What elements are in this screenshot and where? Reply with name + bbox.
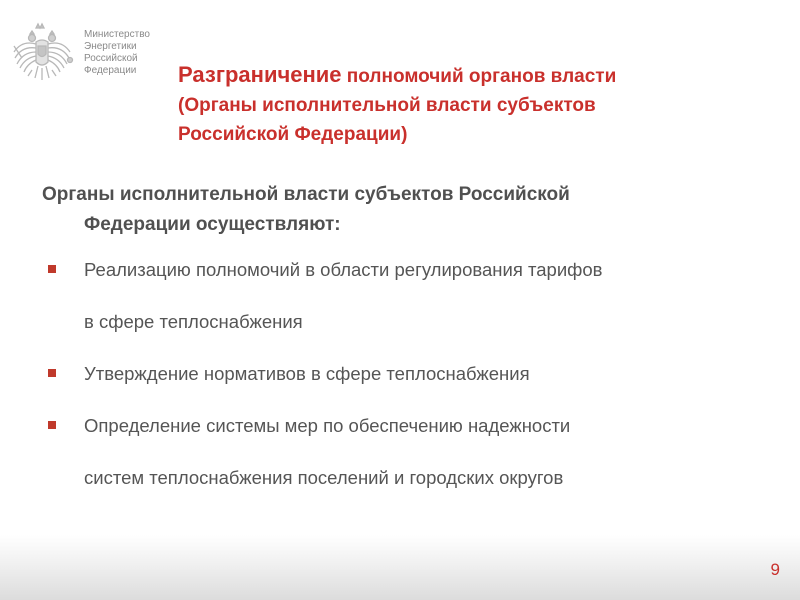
title-keyword: Разграничение xyxy=(178,62,342,87)
page-number: 9 xyxy=(770,560,780,579)
bullet-list xyxy=(42,244,782,504)
bullet-text-line: Определение системы мер по обеспечению надежности xyxy=(84,415,571,436)
bullet-text-line: Реализацию полномочий в области регулирования тарифов xyxy=(84,259,603,280)
intro-line-1: Органы исполнительной власти субъектов Российской xyxy=(42,184,570,205)
list-item xyxy=(42,244,782,348)
footer-band xyxy=(0,535,800,600)
title-rest: полномочий органов власти xyxy=(341,66,617,87)
intro-text xyxy=(42,180,782,240)
double-headed-eagle-icon xyxy=(8,22,78,88)
list-item xyxy=(42,348,782,400)
bullet-text-line: систем теплоснабжения поселений и городских округов xyxy=(84,467,564,488)
slide-title xyxy=(178,60,778,149)
slide-content xyxy=(42,180,782,504)
ministry-name xyxy=(84,29,150,77)
ministry-line: Министерство xyxy=(84,29,150,40)
list-item xyxy=(42,400,782,504)
ministry-line: Российской xyxy=(84,53,138,64)
square-bullet-icon xyxy=(48,421,56,429)
bullet-text-line: в сфере теплоснабжения xyxy=(84,311,303,332)
intro-line-2: Федерации осуществляют: xyxy=(84,214,341,235)
title-line-3: Российской Федерации) xyxy=(178,124,408,145)
square-bullet-icon xyxy=(48,265,56,273)
ministry-line: Энергетики xyxy=(84,41,137,52)
square-bullet-icon xyxy=(48,369,56,377)
title-line-1 xyxy=(178,60,778,91)
bullet-text-line: Утверждение нормативов в сфере теплоснабжения xyxy=(84,363,530,384)
title-line-2: (Органы исполнительной власти субъектов xyxy=(178,95,596,116)
ministry-line: Федерации xyxy=(84,65,137,76)
